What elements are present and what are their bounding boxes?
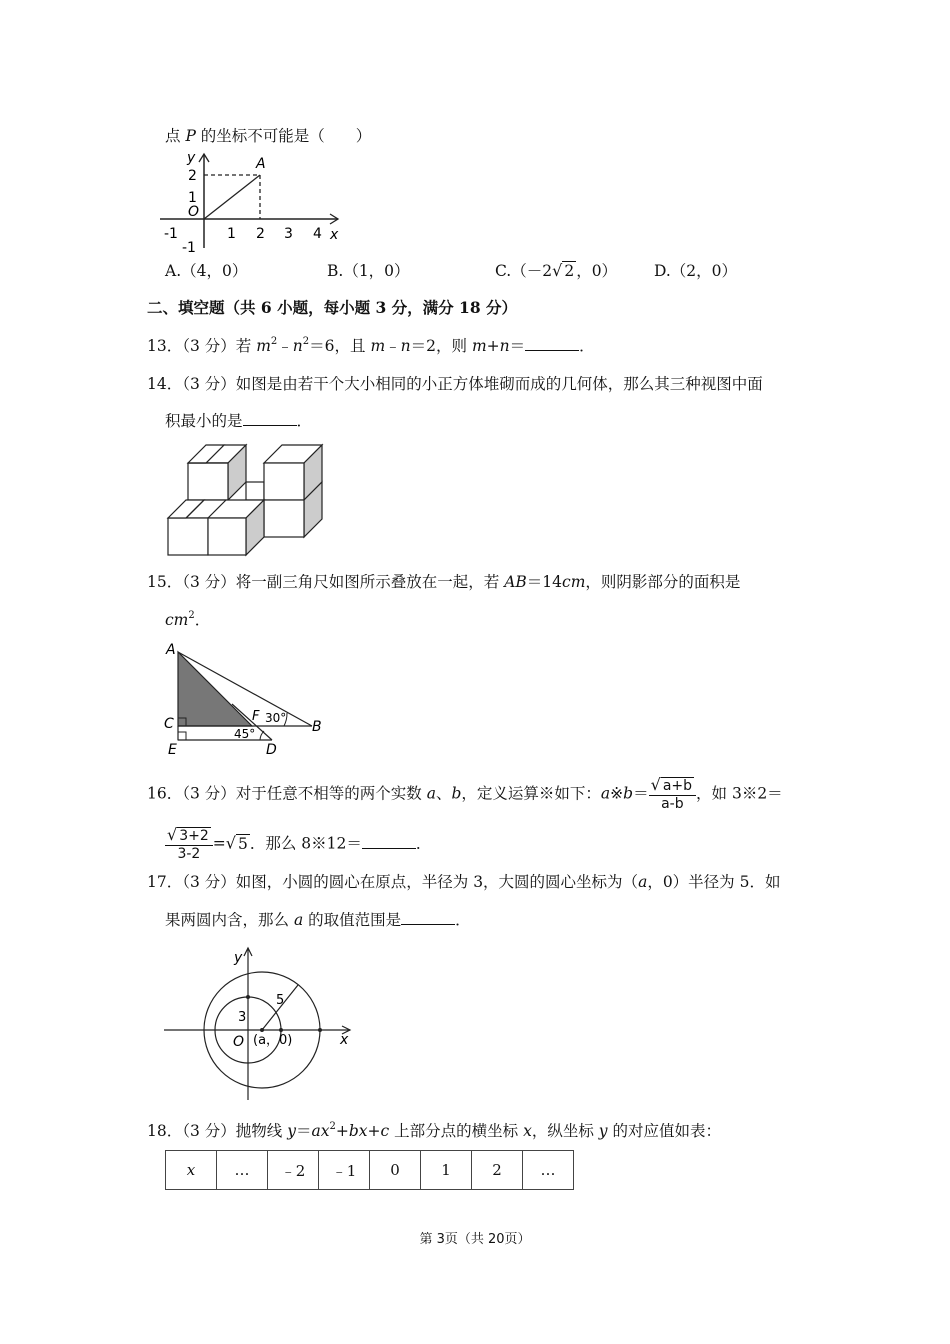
table-cell: 0 — [370, 1151, 421, 1190]
table-cell: 2 — [472, 1151, 523, 1190]
q17-line1: 17．（3 分）如图，小圆的圆心在原点，半径为 3，大圆的圆心坐标为（a，0）半径为 5．如 — [147, 873, 781, 891]
label-A: A — [166, 642, 176, 658]
table-cell: ﹣1 — [319, 1151, 370, 1190]
label-center: (a，0) — [253, 1033, 293, 1048]
table-cell: 1 — [421, 1151, 472, 1190]
q17-line2: 果两圆内含，那么 a 的取值范围是 ． — [165, 911, 471, 929]
y-tick-1: 1 — [188, 190, 197, 206]
q12-option-c: C.（－2√ 2 ，0） — [495, 261, 618, 280]
label-3: 3 — [238, 1010, 247, 1025]
q16-line2: $\frac{√ 3+2}{3-2}$ =√ 5 ．那么 8※12＝ ． — [167, 825, 432, 862]
graph-label-O: O — [188, 204, 200, 220]
label-E: E — [168, 742, 177, 758]
table-cell: x — [166, 1151, 217, 1190]
q12-option-d: D.（2，0） — [654, 262, 738, 280]
q15-line1: 15．（3 分）将一副三角尺如图所示叠放在一起，若 AB＝14cm，则阴影部分的面积是 — [147, 573, 741, 591]
q14-line1: 14．（3 分）如图是由若干个大小相同的小正方体堆砌而成的几何体，那么其三种视图中面 — [147, 375, 763, 393]
label-5: 5 — [276, 993, 285, 1008]
graph-label-x: x — [330, 227, 339, 243]
graph-label-A: A — [256, 156, 266, 172]
table-cell: … — [217, 1151, 268, 1190]
q12-stem: 点 P 的坐标不可能是（ ） — [165, 127, 372, 145]
q12-coordinate-graph — [160, 148, 350, 258]
x-tick-3: 3 — [284, 226, 293, 242]
x-tick-2: 2 — [256, 226, 265, 242]
y-tick-neg1: -1 — [182, 240, 196, 256]
label-D: D — [266, 742, 277, 758]
q17-circles-figure — [160, 940, 360, 1105]
label-y: y — [234, 950, 243, 966]
y-tick-2: 2 — [188, 168, 197, 184]
q12-option-b: B.（1，0） — [327, 262, 410, 280]
label-F: F — [252, 709, 260, 724]
q18-text: 18．（3 分）抛物线 $y=ax^2+bx+c$ 上部分点的横坐标 x，纵坐标 y 的对应值如表： — [147, 1121, 721, 1140]
label-O: O — [233, 1034, 245, 1050]
label-C: C — [164, 716, 174, 732]
section2-title: 二、填空题（共 6 小题，每小题 3 分，满分 18 分） — [147, 298, 518, 317]
q14-cube-figure — [160, 440, 335, 562]
x-tick-neg1: -1 — [164, 226, 178, 242]
graph-label-y: y — [187, 150, 196, 166]
q13-text: 13．（3 分）若 $m^2﹣n^2=6$，且 m﹣n＝2，则 m+n＝ ． — [147, 336, 595, 355]
label-x: x — [340, 1032, 349, 1048]
q16-line1: 16．（3 分）对于任意不相等的两个实数 a、b，定义运算※如下：a※b＝ $\frac{√ a+b}{a-b}$ ，如 3※2＝ — [147, 775, 783, 812]
table-cell: … — [523, 1151, 574, 1190]
page-footer: 第 3页（共 20页） — [419, 1232, 531, 1247]
x-tick-1: 1 — [227, 226, 236, 242]
q12-option-a: A.（4，0） — [165, 262, 248, 280]
label-30deg: 30° — [265, 711, 287, 725]
q15-line2: $cm^2$． — [165, 610, 211, 629]
label-45deg: 45° — [234, 727, 256, 741]
label-B: B — [312, 719, 322, 735]
table-cell: ﹣2 — [268, 1151, 319, 1190]
q15-triangle-figure — [160, 640, 330, 760]
q18-value-table — [165, 1150, 574, 1190]
x-tick-4: 4 — [313, 226, 322, 242]
q14-line2: 积最小的是 ． — [165, 412, 313, 430]
table-row — [166, 1151, 574, 1190]
